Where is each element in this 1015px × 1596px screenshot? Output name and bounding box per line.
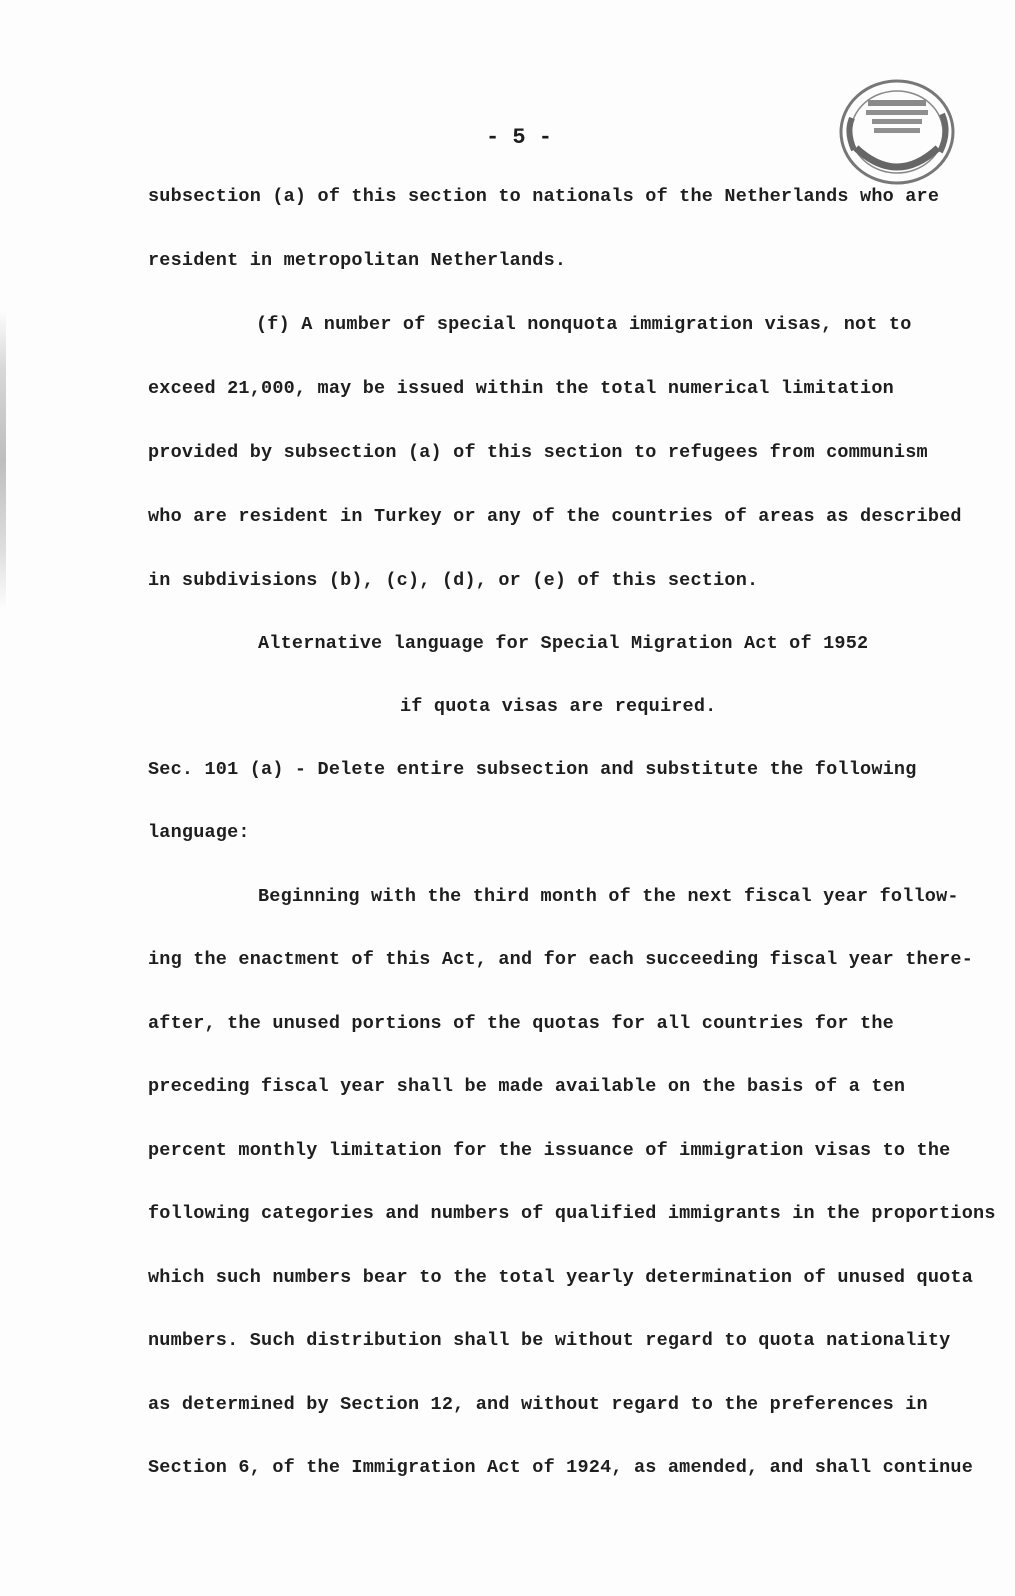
archives-stamp bbox=[838, 78, 956, 186]
text-line: resident in metropolitan Netherlands. bbox=[148, 250, 567, 271]
text-line: (f) A number of special nonquota immigration visas, not to bbox=[256, 314, 912, 335]
text-line: subsection (a) of this section to nationals of the Netherlands who are bbox=[148, 186, 940, 207]
section-heading: Alternative language for Special Migration Act of 1952 bbox=[258, 633, 869, 654]
text-line: Sec. 101 (a) - Delete entire subsection and substitute the following bbox=[148, 759, 917, 780]
section-heading: if quota visas are required. bbox=[400, 696, 717, 717]
text-line: percent monthly limitation for the issuance of immigration visas to the bbox=[148, 1140, 951, 1161]
text-line: exceed 21,000, may be issued within the total numerical limitation bbox=[148, 378, 894, 399]
text-line: numbers. Such distribution shall be without regard to quota nationality bbox=[148, 1330, 951, 1351]
scan-edge-shadow bbox=[0, 310, 6, 610]
text-line: ing the enactment of this Act, and for each succeeding fiscal year there- bbox=[148, 949, 974, 970]
text-line: after, the unused portions of the quotas for all countries for the bbox=[148, 1013, 894, 1034]
text-line: following categories and numbers of qualified immigrants in the proportions bbox=[148, 1203, 996, 1224]
text-line: provided by subsection (a) of this section to refugees from communism bbox=[148, 442, 928, 463]
text-line: which such numbers bear to the total yearly determination of unused quota bbox=[148, 1267, 974, 1288]
text-line: Beginning with the third month of the next fiscal year follow- bbox=[258, 886, 959, 907]
text-line: language: bbox=[148, 822, 250, 843]
archives-stamp-icon bbox=[838, 78, 956, 186]
text-line: who are resident in Turkey or any of the countries of areas as described bbox=[148, 506, 962, 527]
text-line: in subdivisions (b), (c), (d), or (e) of this section. bbox=[148, 570, 759, 591]
text-line: Section 6, of the Immigration Act of 1924, as amended, and shall continue bbox=[148, 1457, 974, 1478]
text-line: preceding fiscal year shall be made available on the basis of a ten bbox=[148, 1076, 906, 1097]
text-line: as determined by Section 12, and without regard to the preferences in bbox=[148, 1394, 928, 1415]
page-number: - 5 - bbox=[486, 125, 553, 150]
